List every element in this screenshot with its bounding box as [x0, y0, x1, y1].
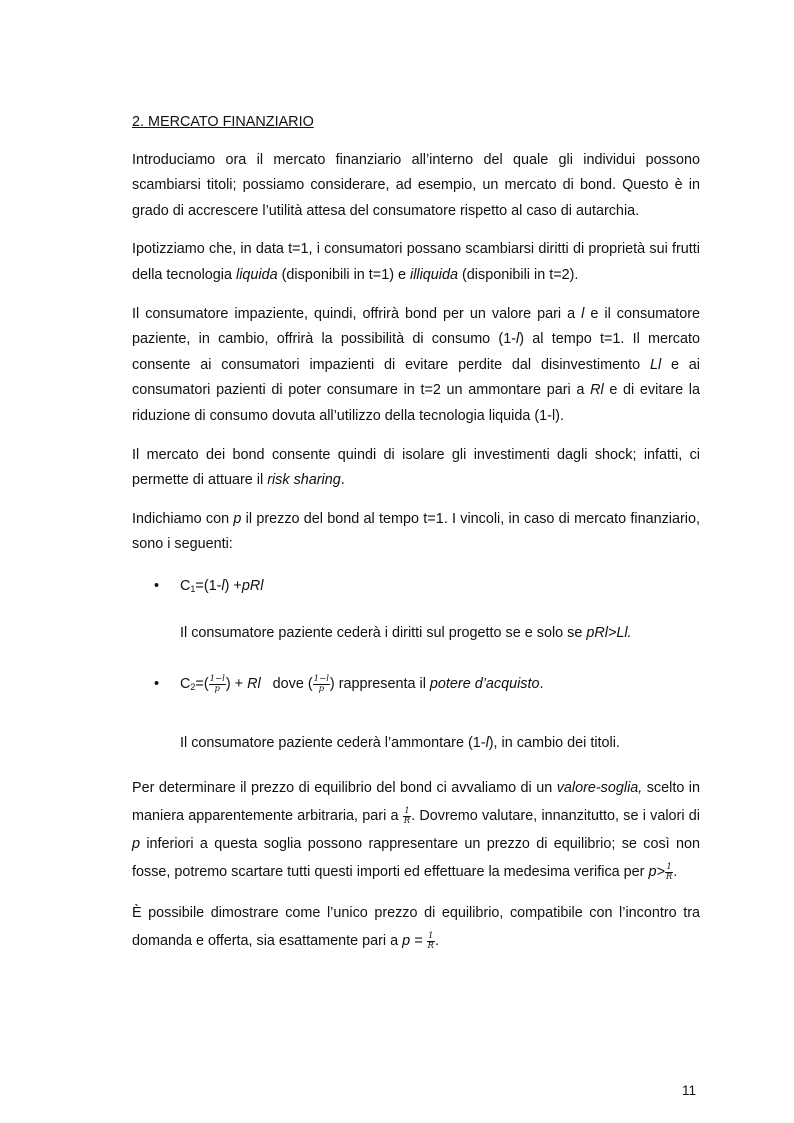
constraint-c2 — [132, 672, 700, 701]
text-run: ) + — [225, 676, 248, 693]
text-run: =(1- — [195, 577, 222, 594]
paragraph-hypothesis — [132, 237, 700, 288]
text-run: È possibile dimostrare come l’unico prezzo di equilibrio, compatibile con l’incontro tra domanda e offerta, sia esattamente pari a — [132, 905, 700, 950]
text-run: Il consumatore impaziente, quindi, offrirà bond per un valore pari a — [132, 305, 582, 322]
text-run: . — [539, 676, 544, 693]
fraction-one-minus-l-over-p — [209, 675, 226, 694]
fraction-numerator: 1 — [404, 805, 410, 816]
paragraph-introduction — [132, 148, 700, 225]
paragraph-price-definition — [132, 507, 700, 558]
paragraph-equilibrium — [132, 899, 700, 955]
fraction-one-over-r — [665, 863, 673, 882]
fraction-denominator: p — [214, 683, 220, 694]
text-run: dove ( — [260, 676, 313, 693]
text-run: Ipotizziamo che, in data t=1, i consumatori possano scambiarsi diritti di proprietà sui frutti della tecnologia — [132, 241, 700, 283]
section-heading: 2. MERCATO FINANZIARIO — [132, 114, 314, 130]
subscript: 2 — [190, 682, 196, 693]
italic-term: Ll — [649, 356, 662, 373]
paragraph-text: Introduciamo ora il mercato finanziario all’interno del quale gli individui possono scambiarsi titoli; possiamo considerare, ad esempio, un mercato di bond. Questo è in grado di accrescere l’utilità attesa del consumatore rispetto al caso di autarchia. — [132, 151, 700, 219]
text-run: Il mercato dei bond consente quindi di isolare gli investimenti dagli shock; infatti, ci permette di attuare il — [132, 446, 700, 489]
fraction-one-over-r — [427, 932, 435, 951]
constraint-c1 — [132, 574, 700, 603]
bullet-icon: • — [154, 676, 160, 693]
italic-term: p = — [402, 933, 427, 950]
fraction-denominator: R — [665, 871, 673, 882]
constraint-c2-note — [132, 731, 700, 757]
italic-term: potere d’acquisto — [429, 676, 540, 693]
text-run: ), in cambio dei titoli. — [488, 734, 620, 751]
fraction-denominator: R — [403, 815, 411, 826]
fraction-denominator: p — [318, 683, 325, 694]
italic-term: l — [581, 305, 585, 322]
fraction-numerator: 1 — [428, 930, 434, 941]
fraction-one-minus-l-over-p — [313, 675, 330, 694]
italic-term: l — [221, 577, 225, 594]
subscript: 1 — [190, 583, 196, 594]
text-run: ) rappresenta il — [329, 676, 430, 693]
text-run: (disponibili in t=1) e — [277, 266, 411, 283]
italic-term: illiquida — [410, 266, 459, 283]
text-run: Per determinare il prezzo di equilibrio del bond ci avvaliamo di un — [132, 780, 557, 797]
text-run: . — [340, 472, 345, 489]
text-run: Il consumatore paziente cederà l’ammontare (1- — [180, 734, 486, 751]
italic-term: p> — [648, 864, 665, 881]
italic-term: p — [233, 510, 242, 527]
text-run: . Dovremo valutare, innanzitutto, se i valori di — [411, 808, 700, 825]
fraction-denominator: R — [427, 940, 434, 951]
page-number: 11 — [682, 1083, 697, 1098]
fraction-numerator: 1 — [666, 861, 672, 872]
italic-term: pRl — [241, 577, 264, 594]
text-run: e ai consumatori pazienti di poter consumare in t=2 un ammontare pari a — [132, 356, 701, 399]
italic-term: l — [516, 331, 520, 348]
text-run: e il consumatore paziente, in cambio, offrirà la possibilità di consumo (1- — [132, 305, 700, 348]
text-run: e di evitare la riduzione di consumo dovuta all’utilizzo della tecnologia liquida (1-l). — [132, 382, 700, 424]
fraction-numerator: 1−l — [209, 673, 225, 684]
constraint-c1-note — [132, 621, 700, 647]
italic-term: pRl>Ll. — [586, 624, 632, 641]
paragraph-impatient-consumer — [132, 302, 700, 430]
text-run: il prezzo del bond al tempo t=1. I vincoli, in caso di mercato finanziario, sono i seguenti: — [132, 510, 700, 553]
fraction-one-over-r — [403, 807, 411, 826]
text-run: . — [434, 933, 439, 950]
italic-term: p — [132, 836, 141, 853]
text-run: . — [673, 864, 678, 881]
document-page — [132, 110, 700, 968]
text-run: scelto in maniera apparentemente arbitraria, pari a — [132, 780, 700, 825]
italic-term: valore-soglia, — [556, 780, 643, 797]
text-run: ) al tempo t=1. Il mercato consente ai consumatori impazienti di evitare perdite dal disinvestimento — [132, 331, 701, 373]
text-run: Il consumatore paziente cederà i diritti sul progetto se e solo se — [180, 624, 587, 641]
italic-term: l — [485, 734, 489, 751]
italic-term: risk sharing — [267, 472, 341, 489]
text-run: (disponibili in t=2). — [458, 266, 579, 283]
italic-term: Rl — [247, 676, 261, 693]
italic-term: Rl — [590, 382, 604, 399]
fraction-numerator: 1−l — [313, 673, 329, 684]
paragraph-bond-market — [132, 443, 700, 494]
text-run: C — [180, 577, 191, 594]
paragraph-threshold — [132, 774, 700, 886]
text-run: C — [180, 676, 191, 693]
text-run: =( — [195, 676, 209, 693]
bullet-icon: • — [154, 577, 160, 594]
text-run: inferiori a questa soglia possono rappresentare un prezzo di equilibrio; se così non fosse, potremo scartare tutti questi importi ed effettuare la medesima verifica per — [132, 836, 700, 881]
italic-term: liquida — [236, 266, 278, 283]
text-run: ) + — [224, 577, 242, 594]
text-run: Indichiamo con — [132, 510, 234, 527]
